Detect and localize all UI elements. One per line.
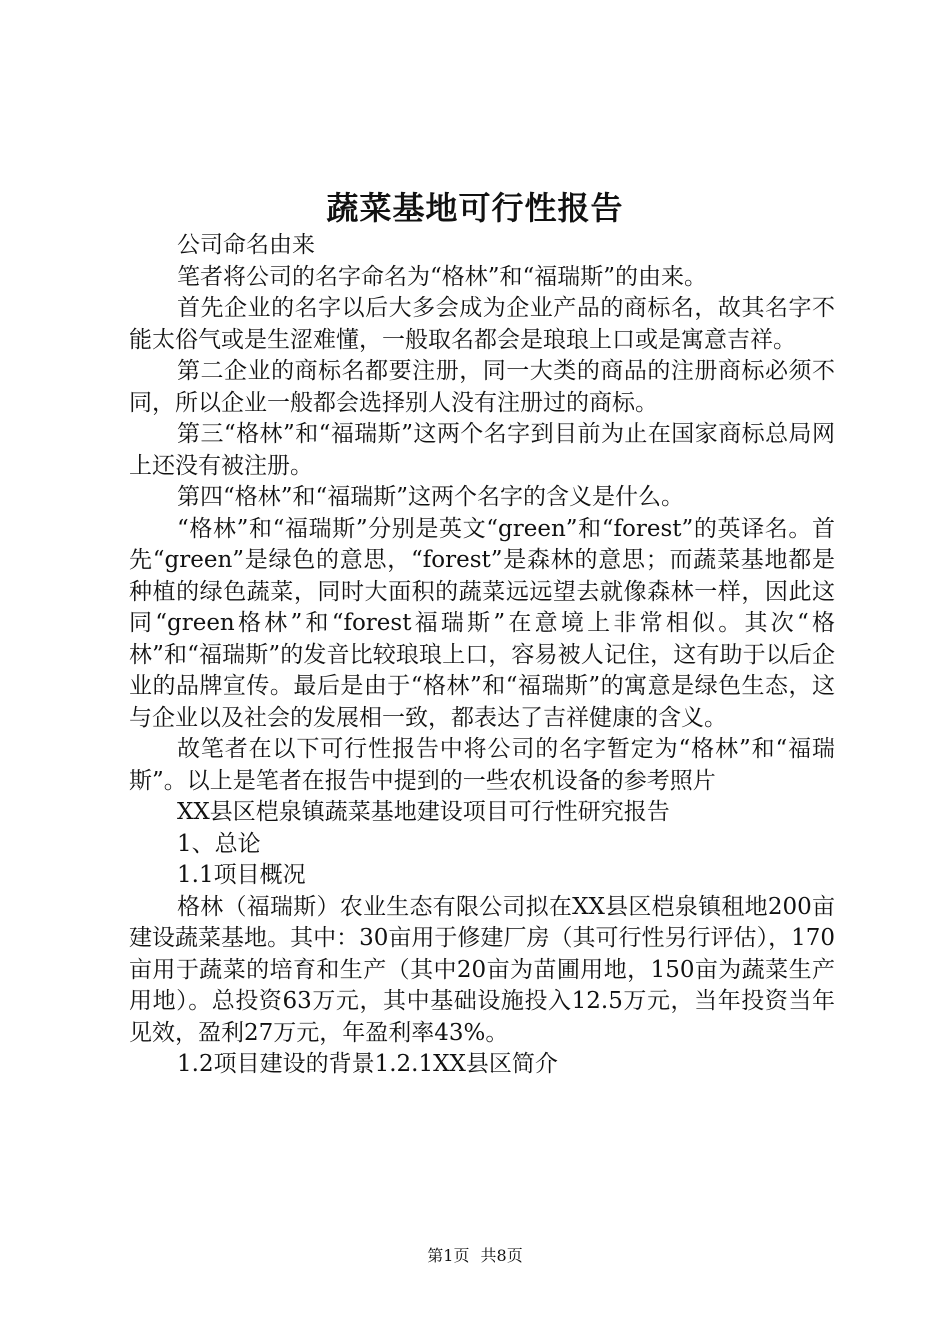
paragraph: 第三“格林”和“福瑞斯”这两个名字到目前为止在国家商标总局网上还没有被注册。: [129, 421, 835, 479]
page-total: 共8页: [480, 1246, 523, 1265]
paragraph: 故笔者在以下可行性报告中将公司的名字暂定为“格林”和“福瑞斯”。以上是笔者在报告中提到的一些农机设备的参考照片: [129, 736, 835, 794]
paragraph: 公司命名由来: [177, 232, 315, 258]
page-number: 第1页: [427, 1246, 470, 1265]
paragraph: XX县区桤泉镇蔬菜基地建设项目可行性研究报告: [177, 799, 670, 825]
paragraph: 1、总论: [177, 830, 261, 857]
paragraph: 首先企业的名字以后大多会成为企业产品的商标名，故其名字不能太俗气或是生涩难懂，一般取名都会是琅琅上口或是寓意吉祥。: [129, 295, 835, 353]
paragraph: 1.2项目建设的背景1.2.1XX县区简介: [177, 1051, 558, 1077]
paragraph: 1.1项目概况: [177, 862, 306, 888]
paragraph: 格林（福瑞斯）农业生态有限公司拟在XX县区桤泉镇租地200亩建设蔬菜基地。其中：30亩用于修建厂房（其可行性另行评估），170亩用于蔬菜的培育和生产（其中20亩为苗圃用地，150亩为蔬菜生产用地）。总投资63万元，其中基础设施投入12.5万元，当年投资当年见效，盈利27万元，年盈利率43%。: [129, 893, 835, 1046]
page-footer: [0, 1245, 950, 1267]
paragraph: 第二企业的商标名都要注册，同一大类的商品的注册商标必须不同，所以企业一般都会选择别人没有注册过的商标。: [129, 358, 835, 416]
document-title: 蔬菜基地可行性报告: [326, 189, 624, 227]
paragraph: 第四“格林”和“福瑞斯”这两个名字的含义是什么。: [177, 484, 685, 510]
paragraph: “格林”和“福瑞斯”分别是英文“green”和“forest”的英译名。首先“green”是绿色的意思，“forest”是森林的意思；而蔬菜基地都是种植的绿色蔬菜，同时大面积的蔬菜远远望去就像森林一样，因此这同“green格林”和“forest福瑞斯”在意境上非常相似。其次“格林”和“福瑞斯”的发音比较琅琅上口，容易被人记住，这有助于以后企业的品牌宣传。最后是由于“格林”和“福瑞斯”的寓意是绿色生态，这与企业以及社会的发展相一致，都表达了吉祥健康的含义。: [129, 515, 835, 731]
paragraph: 笔者将公司的名字命名为“格林”和“福瑞斯”的由来。: [177, 263, 708, 290]
document-body: [129, 230, 835, 1081]
